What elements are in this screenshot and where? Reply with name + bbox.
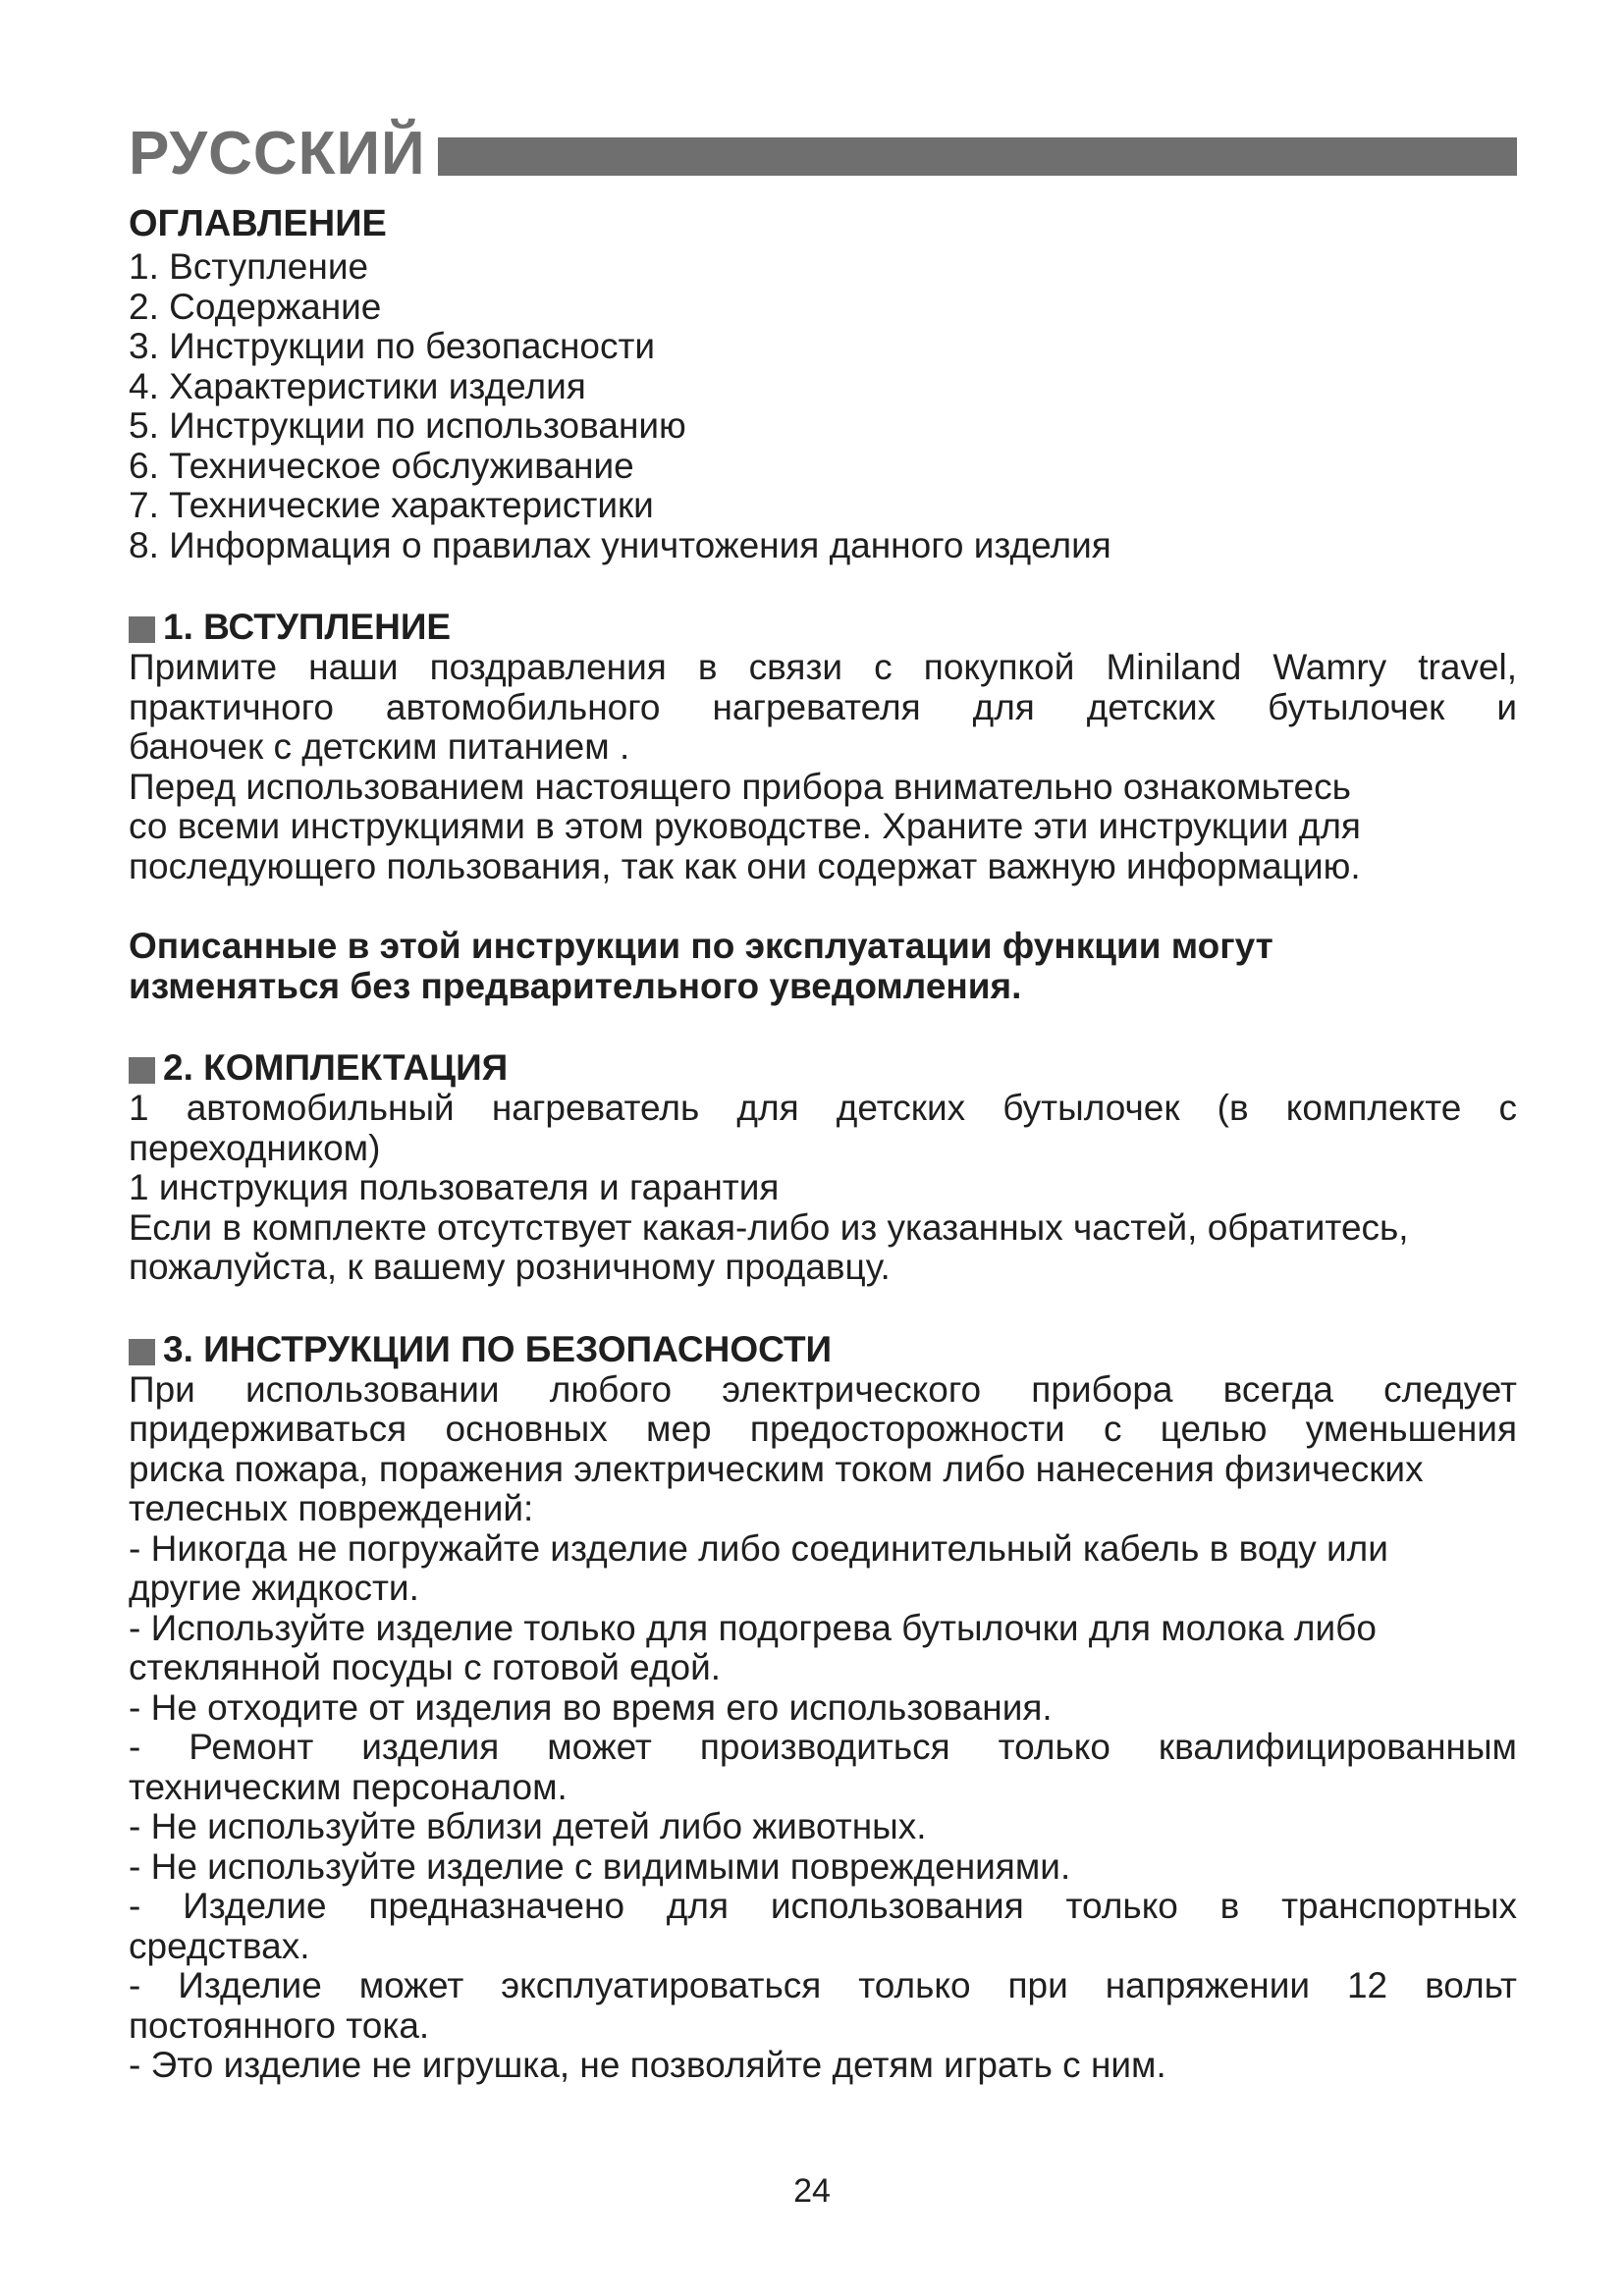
paragraph-line: - Не отходите от изделия во время его использования. (129, 1686, 1053, 1728)
section-title: 2. КОМПЛЕКТАЦИЯ (163, 1047, 509, 1088)
paragraph-line: - Не используйте вблизи детей либо животных. (129, 1806, 927, 1846)
section-heading-intro (129, 607, 1517, 648)
toc-item: 6. Техническое обслуживание (129, 445, 634, 486)
paragraph-line: При использовании любого электрического прибора всегда следует (129, 1368, 1517, 1410)
paragraph-line: - Никогда не погружайте изделие либо соединительный кабель в воду или (129, 1527, 1388, 1569)
paragraph-line: 1 автомобильный нагреватель для детских бутылочек (в комплекте с (129, 1088, 1517, 1128)
safety-body (129, 1370, 1517, 2086)
contents-body (129, 1089, 1517, 1288)
notice-line: Описанные в этой инструкции по эксплуатации функции могут (129, 926, 1273, 966)
paragraph-line: стеклянной посуды с готовой едой. (129, 1647, 722, 1687)
change-notice (129, 927, 1517, 1006)
paragraph-line: 1 инструкция пользователя и гарантия (129, 1167, 780, 1207)
paragraph-line: - Используйте изделие только для подогрева бутылочки для молока либо (129, 1607, 1377, 1648)
section-title: 3. ИНСТРУКЦИИ ПО БЕЗОПАСНОСТИ (163, 1328, 833, 1369)
paragraph-line: - Ремонт изделия может производиться только квалифицированным (129, 1727, 1517, 1767)
paragraph-line: баночек с детским питанием . (129, 726, 630, 767)
paragraph-line: Перед использованием настоящего прибора внимательно ознакомьтесь (129, 766, 1351, 807)
paragraph-line: - Изделие может эксплуатироваться только при напряжении 12 вольт (129, 1965, 1517, 2005)
toc-item: 8. Информация о правилах уничтожения данного изделия (129, 524, 1111, 565)
paragraph-line: практичного автомобильного нагревателя для детских бутылочек и (129, 686, 1517, 727)
paragraph-line: Примите наши поздравления в связи с покупкой Miniland Wamry travel, (129, 647, 1517, 687)
toc-item: 4. Характеристики изделия (129, 365, 586, 406)
section-square-icon (129, 616, 155, 643)
language-title: РУССКИЙ (129, 120, 426, 187)
toc-item: 3. Инструкции по безопасности (129, 326, 656, 366)
toc-heading: ОГЛАВЛЕНИЕ (129, 203, 387, 244)
paragraph-line: постоянного тока. (129, 2004, 430, 2046)
paragraph-line: телесных повреждений: (129, 1488, 534, 1528)
paragraph-line: - Не используйте изделие с видимыми повреждениями. (129, 1845, 1071, 1887)
paragraph-line: другие жидкости. (129, 1568, 419, 1608)
paragraph-line: со всеми инструкциями в этом руководстве. Храните эти инструкции для (129, 806, 1361, 846)
paragraph-line: пожалуйста, к вашему розничному продавцу. (129, 1247, 891, 1287)
toc-item: 1. Вступление (129, 246, 369, 287)
section-title: 1. ВСТУПЛЕНИЕ (163, 607, 452, 647)
section-heading-contents (129, 1047, 1517, 1089)
paragraph-line: придерживаться основных мер предосторожности с целью уменьшения (129, 1409, 1517, 1449)
paragraph-line: средствах. (129, 1925, 310, 1966)
paragraph-line: техническим персоналом. (129, 1766, 568, 1807)
header-bar (438, 137, 1517, 176)
intro-body (129, 648, 1517, 886)
notice-line: изменяться без предварительного уведомления. (129, 965, 1022, 1006)
toc-list (129, 247, 1517, 565)
page-number: 24 (793, 2172, 831, 2210)
paragraph-line: риска пожара, поражения электрическим током либо нанесения физических (129, 1448, 1424, 1489)
toc-item: 5. Инструкции по использованию (129, 405, 686, 446)
paragraph-line: переходником) (129, 1127, 381, 1168)
manual-page (129, 120, 1517, 2086)
section-square-icon (129, 1339, 155, 1365)
toc-item: 2. Содержание (129, 286, 382, 327)
paragraph-line: - Изделие предназначено для использования только в транспортных (129, 1886, 1517, 1926)
section-heading-safety (129, 1329, 1517, 1370)
paragraph-line: - Это изделие не игрушка, не позволяйте детям играть с ним. (129, 2045, 1166, 2085)
language-header (129, 120, 1517, 188)
paragraph-line: последующего пользования, так как они содержат важную информацию. (129, 845, 1361, 886)
toc-item: 7. Технические характеристики (129, 485, 654, 525)
section-square-icon (129, 1057, 155, 1084)
paragraph-line: Если в комплекте отсутствует какая-либо из указанных частей, обратитесь, (129, 1206, 1409, 1248)
